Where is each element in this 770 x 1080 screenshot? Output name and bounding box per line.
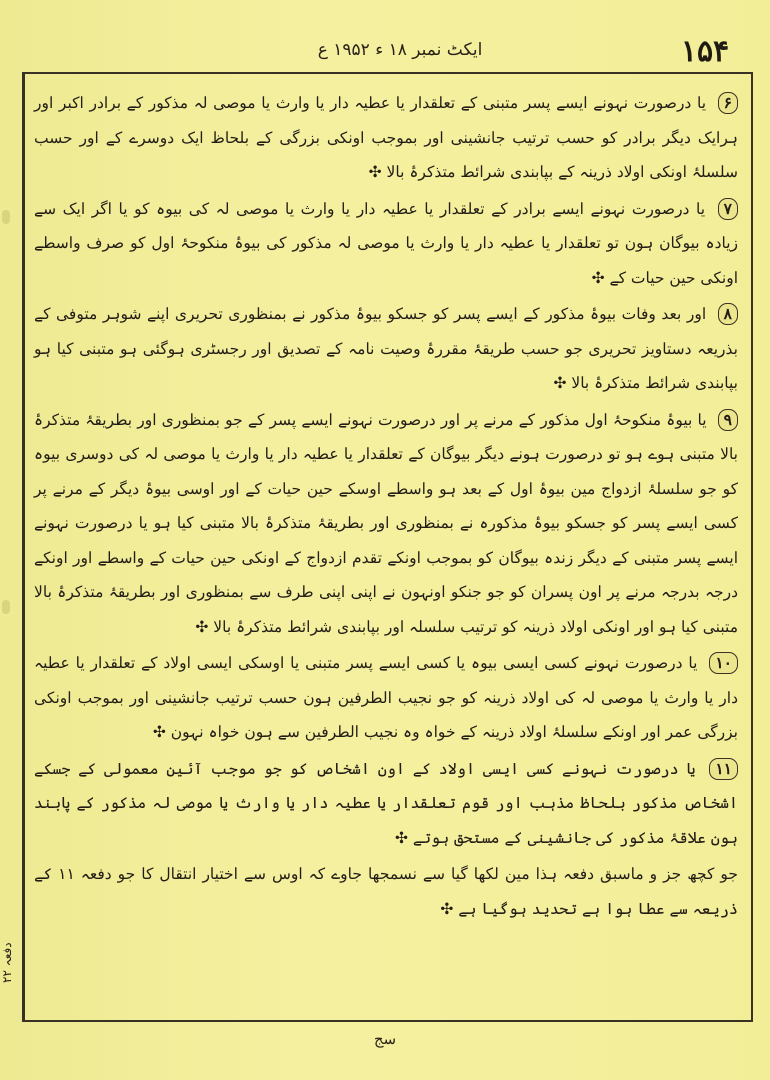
paragraph-text: یا درصورت نہونے کسی ایسی اولاد کے اون اشخاص کو جو موجب آئین معمولی کے جسکے اشخاص مذکور بلحاظ مذہب اور قوم تعلقدار یا عطیہ دار یا وارث یا موصی لہ مذکور کے پابند ہون علاقۂ مذکور کی جانشینی کے مستحق ہوتے ✣ bbox=[34, 759, 738, 847]
header-title: ایکٹ نمبر ۱۸ ء ۱۹۵۲ ع bbox=[317, 40, 483, 60]
paragraph-text: یا بیوۂ منکوحۂ اول مذکور کے مرنے پر اور درصورت نہونے ایسے پسر کے جو بمنظوری اور بطریقۂ متذکرۂ بالا متبنی ہوے ہو تو درصورت ہونے دیگر بیوگان کے تعلقدار یا عطیہ دار یا وارث یا موصی لہ کی دوسری بیوہ کو جو سلسلۂ ازدواج مین بیوۂ اول کے بعد ہو واسطے اوسکے حین حیات کے اور اوسی بیوۂ دیگر کے مرنے پر کسی ایسے پسر کو جسکو بیوۂ مذکورہ نے بمنظوری اور بطریقۂ متذکرۂ بالا متبنی کیا ہو یا درصورت نہونے ایسے پسر متبنی کے دیگر زندہ بیوگان کو بموجب اونکے تقدم ازدواج کے اونکی حین حیات کے واسطے اور اونکے درجہ بدرجہ مرنے پر اون پسران کو جو جنکو اونہون نے اپنی اپنی طرف سے بمنظوری اور بطریقۂ متذکرۂ بالا متبنی کیا ہو اور اونکی اولاد ذرینہ کو ترتیب سلسلہ اور بپابندی شرائط متذکرۂ بالا ✣ bbox=[34, 410, 739, 636]
paragraph-11 bbox=[34, 752, 738, 856]
paragraph-10 bbox=[34, 646, 738, 750]
margin-note: دفعہ ۲۲ bbox=[0, 942, 14, 984]
page-number: ۱۵۴ bbox=[680, 34, 730, 69]
paragraph-text: یا درصورت نہونے ایسے برادر کے تعلقدار یا عطیہ دار یا وارث یا موصی لہ کی بیوہ کو یا اگر ایک سے زیادہ بیوگان ہون تو تعلقدار یا عطیہ دار یا وارث یا موصی لہ مذکور کی بیوۂ منکوحۂ اول کو صرف واسطے اونکی حین حیات کے ✣ bbox=[34, 199, 738, 287]
paragraph-text: یا درصورت نہونے ایسے پسر متبنی کے تعلقدار یا عطیہ دار یا وارث یا موصی لہ مذکور کے برادر اکبر اور ہرایک دیگر برادر کو حسب ترتیب جانشینی اور بموجب اونکی بزرگی کے بلحاظ ایک دوسرے کے اور حسب سلسلۂ اونکی اولاد ذرینہ کے بپابندی شرائط متذکرۂ بالا ✣ bbox=[34, 94, 738, 181]
paragraph-9 bbox=[34, 403, 738, 645]
paragraph-number: ۶ bbox=[718, 92, 738, 114]
paragraph-7 bbox=[34, 192, 738, 296]
footer-signature: سج bbox=[373, 1030, 397, 1048]
document-body bbox=[34, 86, 738, 1006]
paragraph-text: یا درصورت نہونے کسی ایسی بیوہ یا کسی ایسے پسر متبنی یا اوسکی ایسی اولاد کے تعلقدار یا عطیہ دار یا وارث یا موصی لہ کی اولاد ذرینہ کو جو نجیب الطرفین ہون حسب ترتیب جانشینی اور بموجب اونکی بزرگی عمر اور اونکے سلسلۂ اولاد ذرینہ کے خواہ وہ نجیب الطرفین سے ہون خواہ نہون ✣ bbox=[34, 654, 738, 741]
paragraph-number: ۹ bbox=[718, 409, 738, 431]
paragraph-text: اور بعد وفات بیوۂ مذکور کے ایسے پسر کو جسکو بیوۂ مذکور نے بمنظوری تحریری اپنے شوہر متوفی کے بذریعہ دستاویز تحریری جو حسب طریقۂ مقررۂ وصیت نامہ کے تصدیق اور رجسٹری ہوگئی ہو متبنی کیا ہو بپابندی شرائط متذکرۂ بالا ✣ bbox=[34, 305, 738, 392]
paragraph-number: ۱۱ bbox=[709, 758, 738, 780]
punch-hole bbox=[2, 210, 10, 224]
paragraph-proviso bbox=[34, 857, 738, 926]
paragraph-8 bbox=[34, 297, 738, 401]
punch-hole bbox=[2, 600, 10, 614]
paragraph-number: ۸ bbox=[718, 303, 738, 325]
paragraph-number: ۷ bbox=[718, 198, 738, 220]
paragraph-6 bbox=[34, 86, 738, 190]
paragraph-number: ۱۰ bbox=[709, 652, 738, 674]
paragraph-text: جو کچھ جز و ماسبق دفعہ ہذا مین لکھا گیا سے نسمجھا جاوے کہ اوس سے اختیار انتقال کا جو دفعہ ۱۱ کے ذریعہ سے عطا ہوا ہے تحدید ہوگیا ہے ✣ bbox=[34, 865, 738, 918]
